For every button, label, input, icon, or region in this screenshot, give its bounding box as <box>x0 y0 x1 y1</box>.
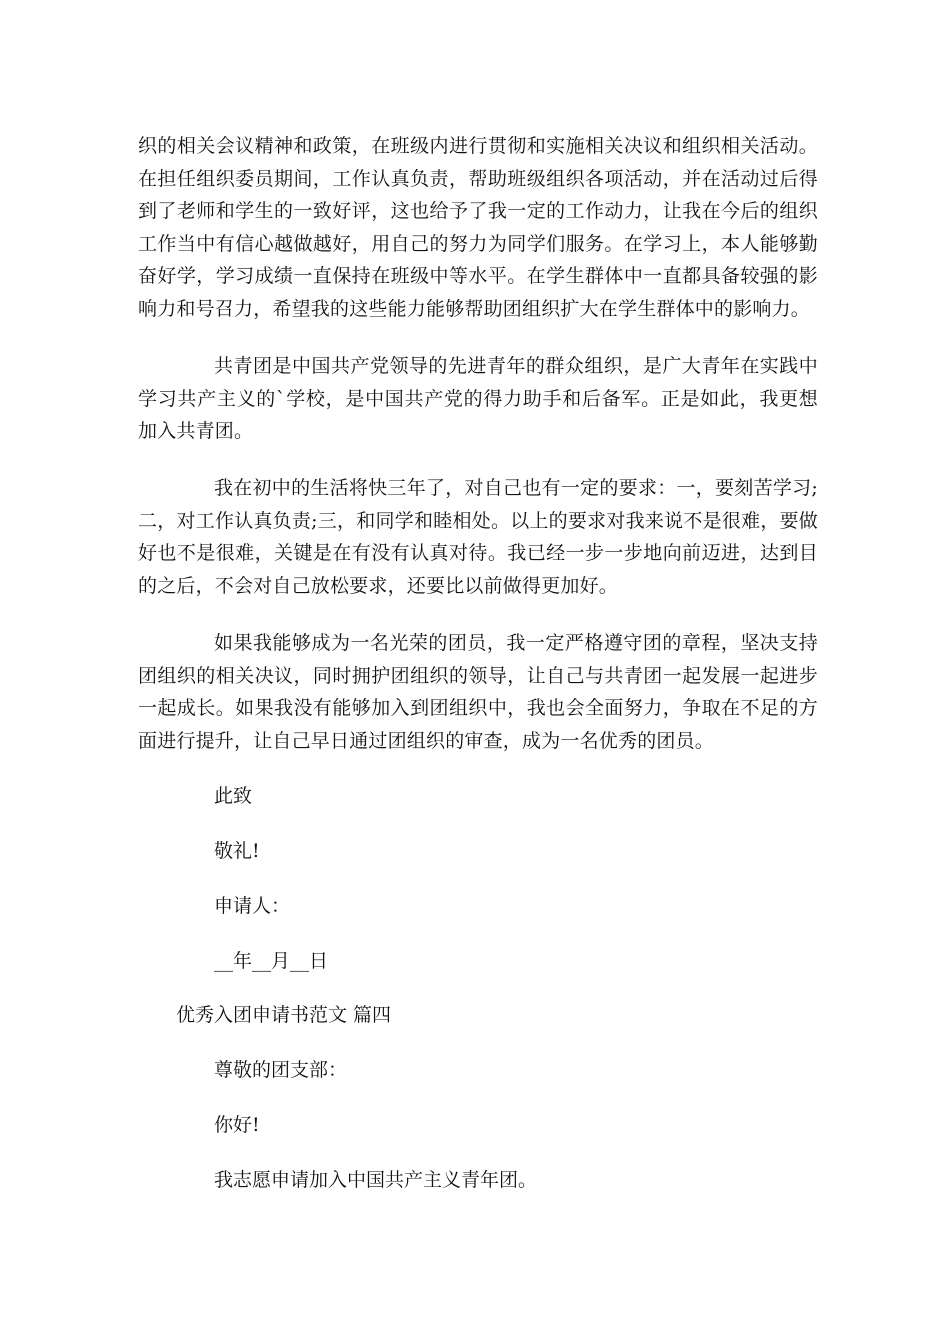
paragraph-communist-youth-league: 共青团是中国共产党领导的先进青年的群众组织，是广大青年在实践中学习共产主义的`学校，是中国共产党的得力助手和后备军。正是如此，我更想加入共青团。 <box>138 355 818 442</box>
letter-opening: 我志愿申请加入中国共产主义青年团。 <box>214 1169 538 1191</box>
letter-greeting: 你好! <box>214 1114 260 1136</box>
paragraph-commitment: 如果我能够成为一名光荣的团员，我一定严格遵守团的章程，坚决支持团组织的相关决议，同时拥护团组织的领导，让自己与共青团一起发展一起进步一起成长。如果我没有能够加入到团组织中，我也会全面努力，争取在不足的方面进行提升，让自己早日通过团组织的审查，成为一名优秀的团员。 <box>138 632 818 752</box>
closing-cizhi: 此致 <box>214 785 253 807</box>
paragraph-organization-work: 织的相关会议精神和政策，在班级内进行贯彻和实施相关决议和组织相关活动。在担任组织委员期间，工作认真负责，帮助班级组织各项活动，并在活动过后得到了老师和学生的一致好评，这也给予了我一定的工作动力，让我在今后的组织工作当中有信心越做越好，用自己的努力为同学们服务。在学习上，本人能够勤奋好学，学习成绩一直保持在班级中等水平。在学生群体中一直都具备较强的影响力和号召力，希望我的这些能力能够帮助团组织扩大在学生群体中的影响力。 <box>138 135 818 320</box>
paragraph-personal-requirements: 我在初中的生活将快三年了，对自己也有一定的要求：一，要刻苦学习;二，对工作认真负责;三，和同学和睦相处。以上的要求对我来说不是很难，要做好也不是很难，关键是在有没有认真对待。我已经一步一步地向前迈进，达到目的之后，不会对自己放松要求，还要比以前做得更加好。 <box>138 477 818 597</box>
section-title: 优秀入团申请书范文 篇四 <box>176 1004 392 1026</box>
letter-salutation: 尊敬的团支部： <box>214 1059 348 1081</box>
closing-date: __年__月__日 <box>214 950 329 972</box>
closing-jingli: 敬礼! <box>214 840 260 862</box>
closing-applicant: 申请人： <box>214 895 291 917</box>
